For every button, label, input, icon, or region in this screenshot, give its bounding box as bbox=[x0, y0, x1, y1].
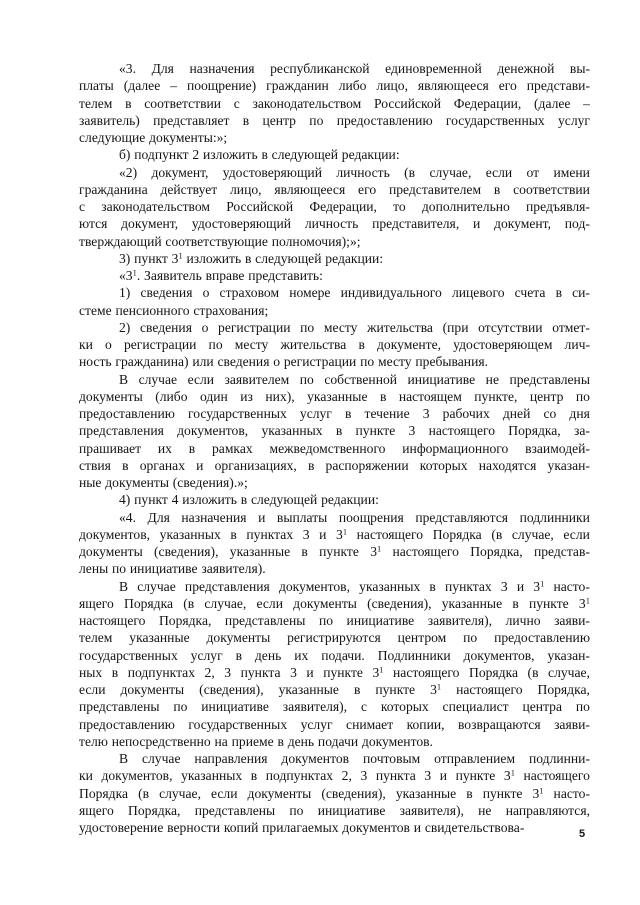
text-line: если документы (сведения), указанные в пункте $3^1$ настоящего Порядка, bbox=[79, 681, 590, 697]
text-line: «2) документ, удостоверяющий личность (в случае, если от имени bbox=[119, 164, 590, 180]
text-line: б) подпункт 2 изложить в следующей редакции: bbox=[119, 147, 400, 163]
text-line: лены по инициативе заявителя). bbox=[79, 561, 266, 577]
text-line: В случае представления документов, указанных в пунктах 3 и $3^1$ насто- bbox=[119, 577, 590, 594]
text-line: тверждающий соответствующие полномочия);»; bbox=[79, 233, 361, 249]
text-line: следующие документы:»; bbox=[79, 130, 228, 145]
paragraph bbox=[79, 509, 590, 578]
paragraph bbox=[79, 284, 590, 319]
text-line: В случае направления документов почтовым отправлением подлинни- bbox=[119, 751, 590, 766]
text-line: телем в соответствии с законодательством Российской Федерации, (далее – bbox=[79, 95, 590, 111]
text-line: прашивает их в рамках межведомственного информационного взаимодей- bbox=[79, 440, 590, 456]
text-line: документов, указанных в пунктах 3 и $3^1$ настоящего Порядка (в случае, если bbox=[79, 526, 590, 542]
text-line: государственных услуг в день их подачи. Подлинники документов, указан- bbox=[79, 647, 590, 663]
text-line: предоставлению государственных услуг в течение 3 рабочих дней со дня bbox=[79, 406, 590, 421]
text-line: ствия в органах и организациях, в распоряжении которых находятся указан- bbox=[79, 457, 590, 473]
paragraph bbox=[79, 60, 590, 146]
text-line: 1) сведения о страховом номере индивидуального лицевого счета в си- bbox=[119, 285, 590, 301]
paragraph bbox=[79, 146, 590, 163]
paragraph bbox=[79, 371, 590, 492]
text-line: документы (сведения), указанные в пункте $3^1$ настоящего Порядка, представ- bbox=[79, 543, 590, 559]
text-line: стеме пенсионного страхования; bbox=[79, 302, 269, 318]
text-line: 4) пункт 4 изложить в следующей редакции: bbox=[119, 492, 379, 508]
text-line: предоставлению государственных услуг снимает копии, возвращаются заяви- bbox=[79, 716, 590, 732]
text-line: настоящего Порядка, представлены по инициативе заявителя), лично заяви- bbox=[79, 613, 590, 628]
text-line: ные документы (сведения).»; bbox=[79, 475, 248, 490]
text-line: платы (далее – поощрение) гражданин либо лицо, являющееся его представи- bbox=[79, 78, 590, 94]
text-line: «$3^1$. Заявитель вправе представить: bbox=[119, 267, 323, 283]
paragraph bbox=[79, 491, 590, 508]
text-line: Порядка (в случае, если документы (сведения), указанные в пункте $3^1$ насто- bbox=[79, 784, 590, 801]
text-line: представления документов, указанных в пункте 3 настоящего Порядка, за- bbox=[79, 423, 590, 439]
text-line: В случае если заявителем по собственной инициативе не представлены bbox=[119, 371, 590, 387]
text-line: «3. Для назначения республиканской единовременной денежной вы- bbox=[119, 61, 590, 76]
text-line: документы (либо один из них), указанные в настоящем пункте, центр по bbox=[79, 388, 590, 404]
text-line: удостоверение верности копий прилагаемых документов и свидетельствова- bbox=[79, 820, 525, 835]
text-line: «4. Для назначения и выплаты поощрения представляются подлинники bbox=[119, 509, 590, 525]
text-line: 2) сведения о регистрации по месту жительства (при отсутствии отмет- bbox=[119, 319, 590, 335]
text-line: телю непосредственно на приеме в день подачи документов. bbox=[79, 733, 433, 749]
text-line: ются документ, удостоверяющий личность представителя, и документ, под- bbox=[79, 216, 590, 232]
paragraph bbox=[79, 250, 590, 267]
text-line: ящего Порядка (в случае, если документы (сведения), указанные в пункте $3^1$ bbox=[79, 595, 590, 611]
paragraph bbox=[79, 319, 590, 371]
text-line: ки о регистрации по месту жительства в документе, удостоверяющем лич- bbox=[79, 337, 590, 352]
page-number: 5 bbox=[579, 828, 586, 840]
text-line: гражданина действует лицо, являющееся его представителем в соответствии bbox=[79, 181, 590, 197]
paragraph bbox=[79, 750, 590, 836]
paragraph bbox=[79, 267, 590, 284]
paragraph bbox=[79, 578, 590, 751]
text-line: ки документов, указанных в подпунктах 2, 3 пункта 3 и пункте $3^1$ настоящего bbox=[79, 767, 590, 784]
text-line: телем указанные документы регистрируются центром по предоставлению bbox=[79, 630, 590, 646]
text-line: представлены по инициативе заявителя), с которых специалист центра по bbox=[79, 699, 590, 715]
text-line: ящего Порядка, представлены по инициативе заявителя), не направляются, bbox=[79, 802, 590, 818]
text-line: заявитель) представляет в центр по предоставлению государственных услуг bbox=[79, 112, 590, 128]
document-page bbox=[79, 60, 590, 836]
paragraph bbox=[79, 164, 590, 250]
text-line: ность гражданина) или сведения о регистрации по месту пребывания. bbox=[79, 354, 489, 370]
text-line: ных в подпунктах 2, 3 пункта 3 и пункте $3^1$ настоящего Порядка (в случае, bbox=[79, 664, 590, 680]
text-line: 3) пункт $3^1$ изложить в следующей редакции: bbox=[119, 250, 384, 266]
text-line: с законодательством Российской Федерации, то дополнительно предъявля- bbox=[79, 199, 590, 214]
